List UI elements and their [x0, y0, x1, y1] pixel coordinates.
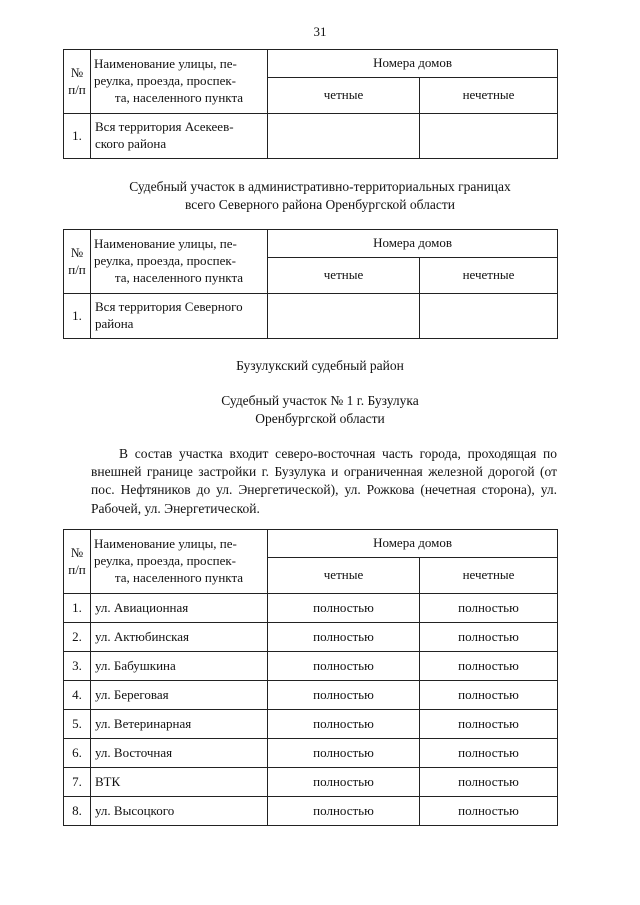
row-name: Вся территория Северного района [91, 294, 268, 339]
header-no: № п/п [64, 50, 91, 114]
header-odd: нечетные [420, 78, 558, 114]
table-row [64, 294, 558, 339]
row-no: 2. [64, 623, 91, 652]
row-name: Вся территория Асекеев- ского района [91, 114, 268, 159]
table-row [64, 652, 558, 681]
table-row [64, 594, 558, 623]
row-no: 5. [64, 710, 91, 739]
description-paragraph: В состав участка входит северо-восточная часть города, проходящая по внешней границе застройки г. Бузулука и ограниченная железной дорогой (от пос. Нефтяников до ул. Энергетической), ул. Рожкова (нечетная сторона), ул. Рабочей, ул. Энергетической. [91, 446, 557, 516]
district-title: Бузулукский судебный район [236, 358, 404, 373]
row-even: полностью [268, 739, 420, 768]
row-even [268, 114, 420, 159]
row-odd: полностью [420, 594, 558, 623]
row-odd: полностью [420, 797, 558, 826]
header-no: № п/п [64, 230, 91, 294]
row-odd: полностью [420, 739, 558, 768]
row-no: 1. [64, 294, 91, 339]
section-title-buzuluk: Судебный участок № 1 г. Бузулука Оренбургской области [221, 393, 419, 427]
row-even: полностью [268, 710, 420, 739]
header-houses: Номера домов [268, 530, 558, 558]
row-no: 6. [64, 739, 91, 768]
row-name: ул. Авиационная [91, 594, 268, 623]
row-odd [420, 294, 558, 339]
table-row [64, 114, 558, 159]
row-no: 3. [64, 652, 91, 681]
row-no: 1. [64, 114, 91, 159]
row-even: полностью [268, 594, 420, 623]
row-odd: полностью [420, 652, 558, 681]
header-houses: Номера домов [268, 230, 558, 258]
row-no: 7. [64, 768, 91, 797]
row-even [268, 294, 420, 339]
row-name: ул. Ветеринарная [91, 710, 268, 739]
row-even: полностью [268, 681, 420, 710]
header-houses: Номера домов [268, 50, 558, 78]
table-asekeevsky [63, 49, 558, 159]
row-even: полностью [268, 797, 420, 826]
row-odd: полностью [420, 623, 558, 652]
table-row [64, 681, 558, 710]
header-no: № п/п [64, 530, 91, 594]
row-even: полностью [268, 768, 420, 797]
table-buzuluk [63, 529, 558, 826]
row-name: ул. Бабушкина [91, 652, 268, 681]
header-even: четные [268, 78, 420, 114]
header-even: четные [268, 258, 420, 294]
row-no: 4. [64, 681, 91, 710]
page-number: 31 [313, 24, 327, 39]
header-name: Наименование улицы, пе- реулка, проезда, проспек- та, населенного пункта [91, 230, 268, 294]
table-row [64, 623, 558, 652]
header-odd: нечетные [420, 558, 558, 594]
table-row [64, 710, 558, 739]
row-odd: полностью [420, 768, 558, 797]
row-odd: полностью [420, 681, 558, 710]
row-no: 8. [64, 797, 91, 826]
header-odd: нечетные [420, 258, 558, 294]
row-even: полностью [268, 623, 420, 652]
row-odd: полностью [420, 710, 558, 739]
row-no: 1. [64, 594, 91, 623]
table-row [64, 739, 558, 768]
row-odd [420, 114, 558, 159]
row-name: ул. Береговая [91, 681, 268, 710]
header-even: четные [268, 558, 420, 594]
section-title-severny: Судебный участок в административно-территориальных границах всего Северного района Оренбургской области [129, 179, 511, 213]
row-name: ВТК [91, 768, 268, 797]
table-severny [63, 229, 558, 339]
row-even: полностью [268, 652, 420, 681]
row-name: ул. Актюбинская [91, 623, 268, 652]
table-row [64, 768, 558, 797]
header-name: Наименование улицы, пе- реулка, проезда, проспек- та, населенного пункта [91, 50, 268, 114]
row-name: ул. Высоцкого [91, 797, 268, 826]
row-name: ул. Восточная [91, 739, 268, 768]
table-row [64, 797, 558, 826]
header-name: Наименование улицы, пе- реулка, проезда, проспек- та, населенного пункта [91, 530, 268, 594]
